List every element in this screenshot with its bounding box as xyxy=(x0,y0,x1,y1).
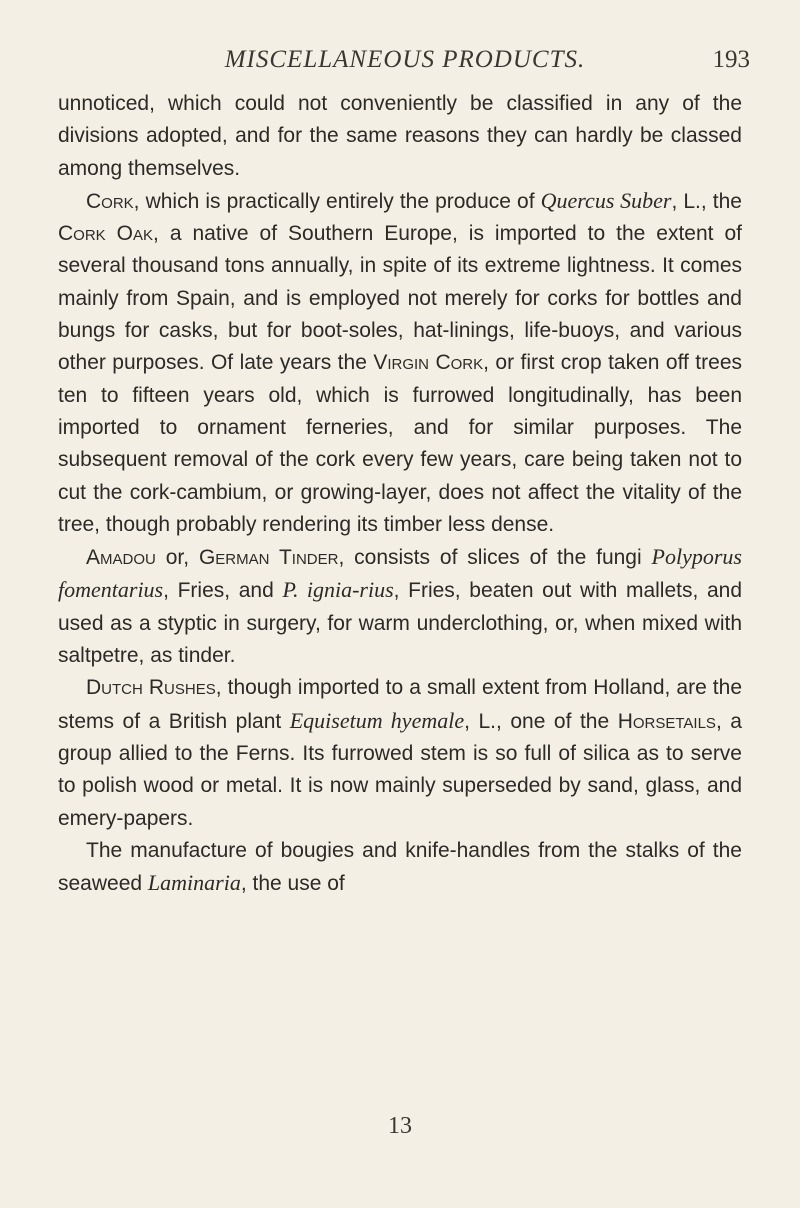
text-run: , which is practically entirely the produce of xyxy=(133,189,541,213)
text-run: , the use of xyxy=(240,872,345,896)
small-caps-term: German Tinder xyxy=(198,546,339,570)
text-run: , though imported to a small extent from Holland, are the stems of a British plant xyxy=(58,676,743,733)
running-head xyxy=(60,46,750,86)
text-run: , L., the xyxy=(671,189,742,213)
small-caps-term: Horsetails xyxy=(617,709,716,733)
paragraph xyxy=(58,185,742,541)
italic-term: Equisetum hyemale xyxy=(289,707,465,733)
text-run: , a group allied to the Ferns. Its furrowed stem is so full of silica as to serve to polish wood or metal. It is now mainly superseded by sand, glass, and emery-papers. xyxy=(58,709,742,830)
text-run: , Fries, and xyxy=(163,579,283,603)
text-run: , a native of Southern Europe, is imported to the extent of several thousand tons annually, in spite of its extreme lightness. It comes mainly from Spain, and is employed not merely for corks for bottles and bungs for casks, but for boot-soles, hat-linings, life-buoys, and various other purposes. Of late years the xyxy=(58,222,742,375)
page-number: 193 xyxy=(712,46,750,73)
text-run: , Fries, beaten out with mallets, and used as a styptic in surgery, for warm underclothing, or, when mixed with saltpetre, as tinder. xyxy=(58,579,742,668)
italic-term: Polyporus fomentarius xyxy=(58,544,742,603)
body-text xyxy=(58,88,742,900)
text-run: The manufacture of bougies and knife-handles from the stalks of the seaweed xyxy=(58,838,742,896)
small-caps-term: Amadou xyxy=(86,546,156,570)
text-run: unnoticed, which could not conveniently be classified in any of the divisions adopted, and for the same reasons they can hardly be classed among themselves. xyxy=(58,92,742,180)
text-run: , L., one of the xyxy=(464,709,618,733)
running-title: MISCELLANEOUS PRODUCTS. xyxy=(224,46,586,73)
small-caps-term: Cork Oak xyxy=(58,222,154,246)
paragraph xyxy=(58,672,742,834)
signature-mark: 13 xyxy=(388,1113,412,1139)
paragraph xyxy=(58,835,742,901)
text-run: , or first crop taken off trees ten to fifteen years old, which is furrowed longitudinally, has been imported to ornament ferneries, and for similar purposes. The subsequent removal of the cork every few years, care being taken not to cut the cork-cambium, or growing-layer, does not affect the vitality of the tree, though probably rendering its timber less dense. xyxy=(58,351,742,536)
small-caps-term: Dutch Rushes xyxy=(86,676,216,700)
small-caps-term: Virgin Cork xyxy=(373,351,484,375)
small-caps-term: Cork xyxy=(86,189,134,213)
italic-term: Quercus Suber xyxy=(540,187,672,213)
paragraph xyxy=(58,88,742,185)
paragraph xyxy=(58,541,742,672)
text-run: or, xyxy=(155,546,199,570)
text-run: , consists of slices of the fungi xyxy=(338,546,652,570)
italic-term: Laminaria xyxy=(147,870,241,896)
italic-term: P. ignia-rius xyxy=(282,577,394,603)
